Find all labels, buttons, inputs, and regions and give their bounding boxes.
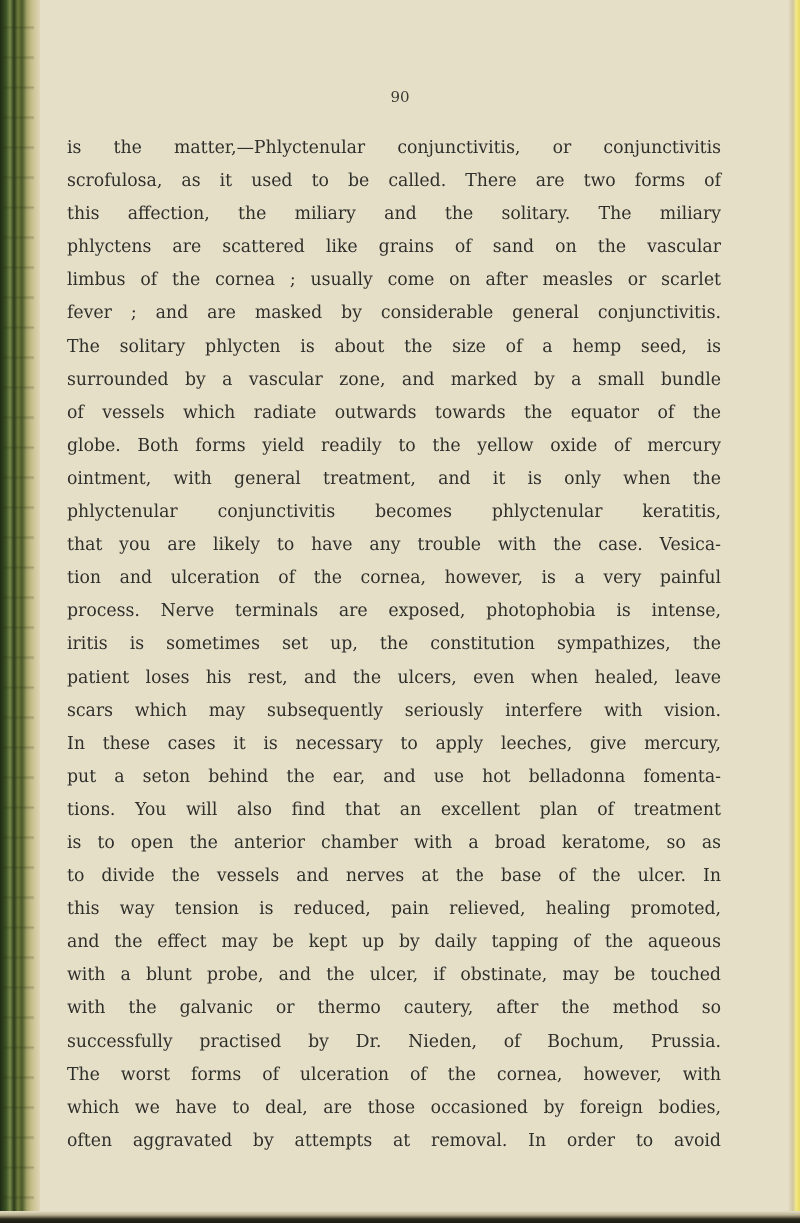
text-line: with a blunt probe, and the ulcer, if obstinate, may be touched bbox=[67, 965, 721, 986]
text-line: which we have to deal, are those occasioned by foreign bodies, bbox=[67, 1097, 721, 1118]
binding-texture bbox=[0, 0, 34, 1223]
text-line: In these cases it is necessary to apply leeches, give mercury, bbox=[67, 733, 721, 754]
text-line: iritis is sometimes set up, the constitution sympathizes, the bbox=[67, 634, 721, 655]
text-line: is to open the anterior chamber with a broad keratome, so as bbox=[67, 832, 721, 853]
text-line: patient loses his rest, and the ulcers, even when healed, leave bbox=[67, 667, 721, 688]
text-line: fever ; and are masked by considerable general conjunctivitis. bbox=[67, 303, 721, 324]
text-line: put a seton behind the ear, and use hot belladonna fomenta- bbox=[67, 766, 721, 787]
text-line: surrounded by a vascular zone, and marked by a small bundle bbox=[67, 369, 721, 390]
text-line: scrofulosa, as it used to be called. There are two forms of bbox=[67, 171, 721, 192]
text-line: process. Nerve terminals are exposed, photophobia is intense, bbox=[67, 601, 721, 622]
text-line: phlyctens are scattered like grains of sand on the vascular bbox=[67, 237, 721, 258]
text-line: and the effect may be kept up by daily tapping of the aqueous bbox=[67, 932, 721, 953]
text-line: ointment, with general treatment, and it is only when the bbox=[67, 468, 721, 489]
body-text bbox=[67, 132, 721, 1158]
text-line: globe. Both forms yield readily to the yellow oxide of mercury bbox=[67, 435, 721, 456]
text-line: is the matter,—Phlyctenular conjunctivitis, or conjunctivitis bbox=[67, 138, 721, 158]
page-right-edge bbox=[788, 0, 800, 1223]
page-bottom-edge bbox=[0, 1211, 800, 1223]
text-line: The worst forms of ulceration of the cornea, however, with bbox=[67, 1064, 721, 1085]
text-line: tions. You will also find that an excellent plan of treatment bbox=[67, 799, 721, 820]
text-line: phlyctenular conjunctivitis becomes phlyctenular keratitis, bbox=[67, 502, 721, 523]
page-number: 90 bbox=[390, 88, 410, 106]
text-line: limbus of the cornea ; usually come on after measles or scarlet bbox=[67, 270, 721, 291]
text-line: successfully practised by Dr. Nieden, of Bochum, Prussia. bbox=[67, 1031, 721, 1052]
text-line: with the galvanic or thermo cautery, after the method so bbox=[67, 998, 721, 1019]
text-line: tion and ulceration of the cornea, however, is a very painful bbox=[67, 568, 721, 589]
text-line: this way tension is reduced, pain relieved, healing promoted, bbox=[67, 899, 721, 920]
text-line: The solitary phlycten is about the size of a hemp seed, is bbox=[67, 336, 721, 357]
text-line: that you are likely to have any trouble with the case. Vesica- bbox=[67, 535, 721, 556]
text-line: to divide the vessels and nerves at the base of the ulcer. In bbox=[67, 866, 721, 887]
text-line: often aggravated by attempts at removal. In order to avoid bbox=[67, 1130, 721, 1151]
text-line: this affection, the miliary and the solitary. The miliary bbox=[67, 204, 721, 225]
text-line: of vessels which radiate outwards towards the equator of the bbox=[67, 402, 721, 423]
text-line: scars which may subsequently seriously interfere with vision. bbox=[67, 700, 721, 721]
